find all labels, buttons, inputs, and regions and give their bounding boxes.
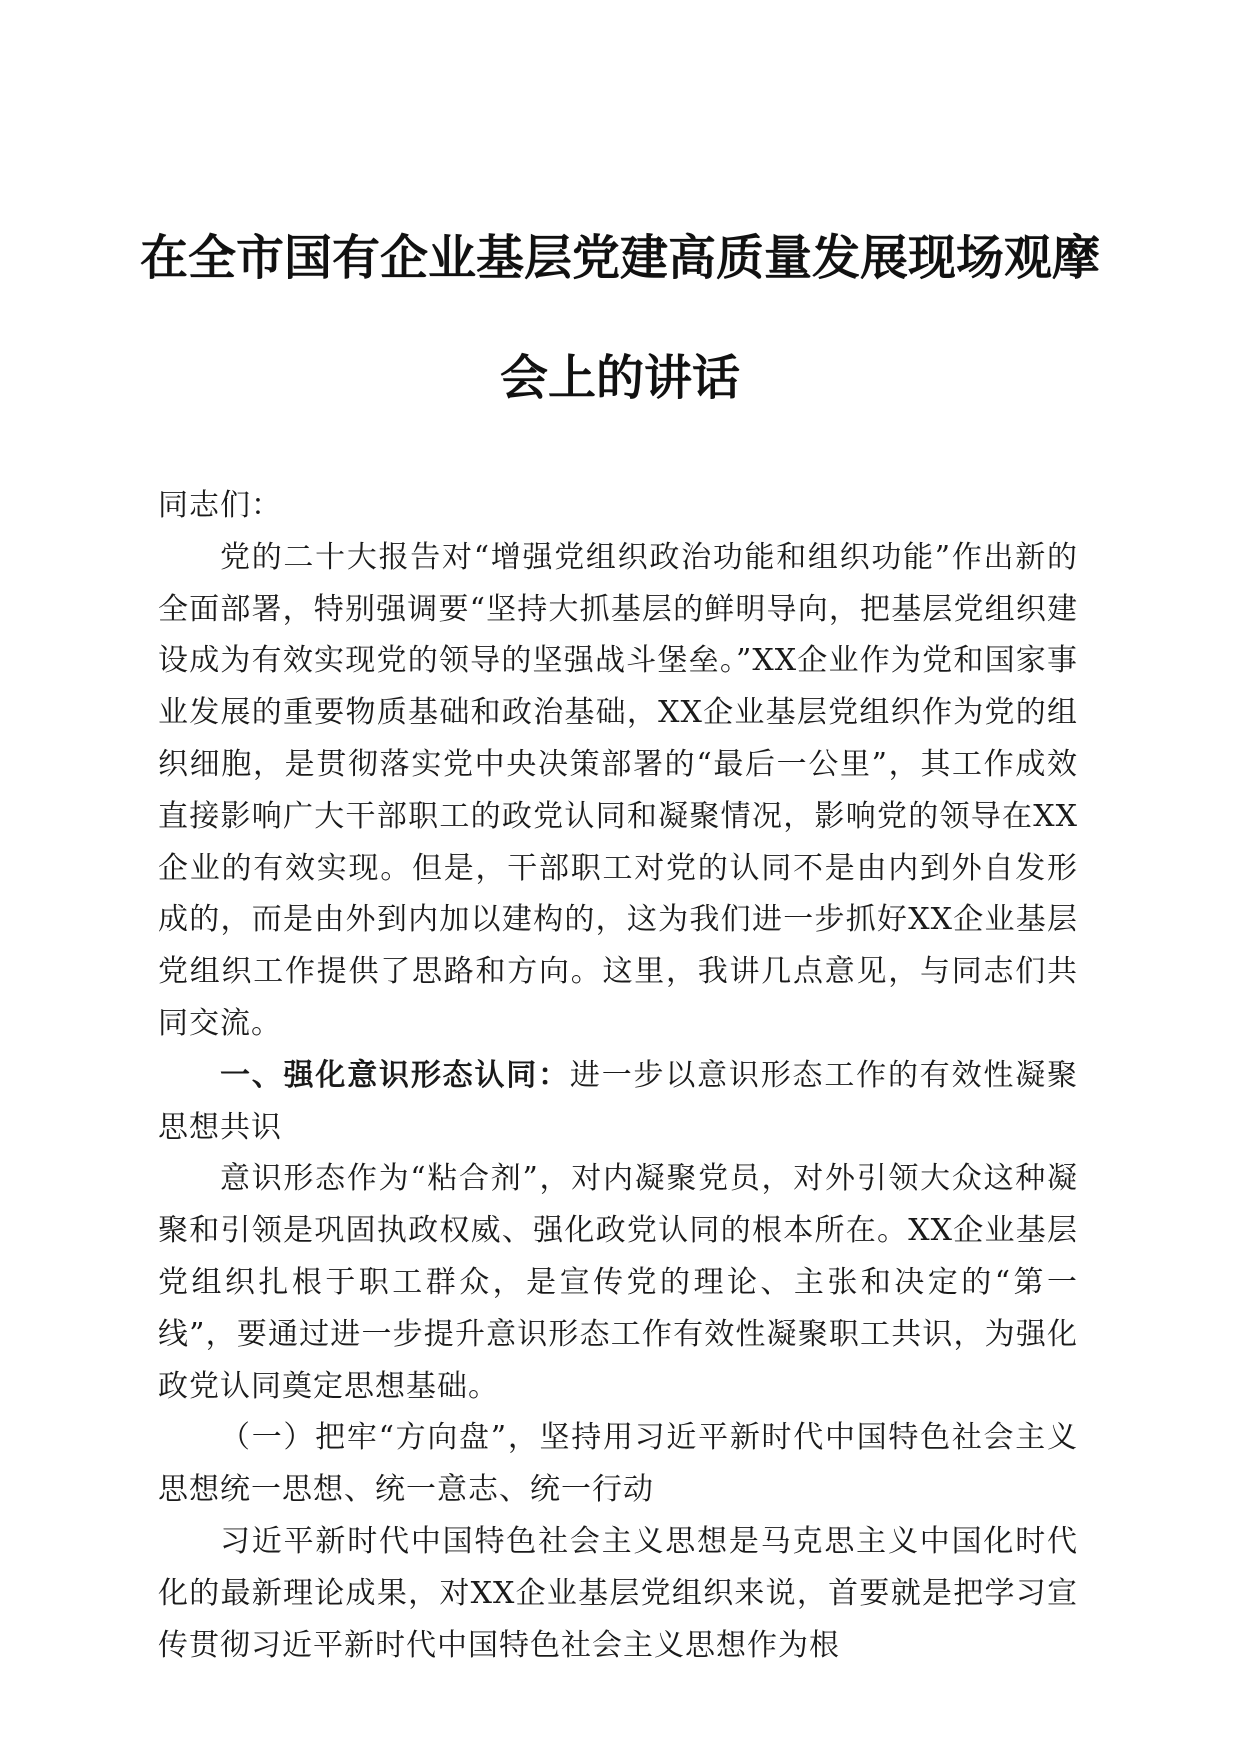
document-title-line-1: 在全市国有企业基层党建高质量发展现场观摩 — [140, 230, 1101, 286]
document-body — [158, 480, 1078, 1671]
paragraph-section-1: 意识形态作为“粘合剂”，对内凝聚党员，对外引领大众这种凝聚和引领是巩固执政权威、强化政党认同的根本所在。XX企业基层党组织扎根于职工群众，是宣传党的理论、主张和决定的“第一线”，要通过进一步提升意识形态工作有效性凝聚职工共识，为强化政党认同奠定思想基础。 — [158, 1161, 1078, 1404]
paragraph-subsection-1: 习近平新时代中国特色社会主义思想是马克思主义中国化时代化的最新理论成果，对XX企业基层党组织来说，首要就是把学习宣传贯彻习近平新时代中国特色社会主义思想作为根 — [158, 1523, 1078, 1663]
document-title-line-2: 会上的讲话 — [499, 350, 740, 406]
salutation: 同志们： — [158, 488, 282, 523]
section-1-heading-rest: 进一步以意识形态工作的有效性凝聚思想共识 — [158, 1057, 1079, 1145]
subsection-1-heading: （一）把牢“方向盘”，坚持用习近平新时代中国特色社会主义思想统一思想、统一意志、统一行动 — [158, 1420, 1078, 1508]
section-1-heading-bold: 一、强化意识形态认同： — [220, 1057, 570, 1093]
section-1-heading — [158, 1050, 1078, 1154]
paragraph-intro: 党的二十大报告对“增强党组织政治功能和组织功能”作出新的全面部署，特别强调要“坚持大抓基层的鲜明导向，把基层党组织建设成为有效实现党的领导的坚强战斗堡垒。”XX企业作为党和国家事业发展的重要物质基础和政治基础，XX企业基层党组织作为党的组织细胞，是贯彻落实党中央决策部署的“最后一公里”，其工作成效直接影响广大干部职工的政党认同和凝聚情况，影响党的领导在XX企业的有效实现。但是，干部职工对党的认同不是由内到外自发形成的，而是由外到内加以建构的，这为我们进一步抓好XX企业基层党组织工作提供了思路和方向。这里，我讲几点意见，与同志们共同交流。 — [158, 539, 1078, 1041]
